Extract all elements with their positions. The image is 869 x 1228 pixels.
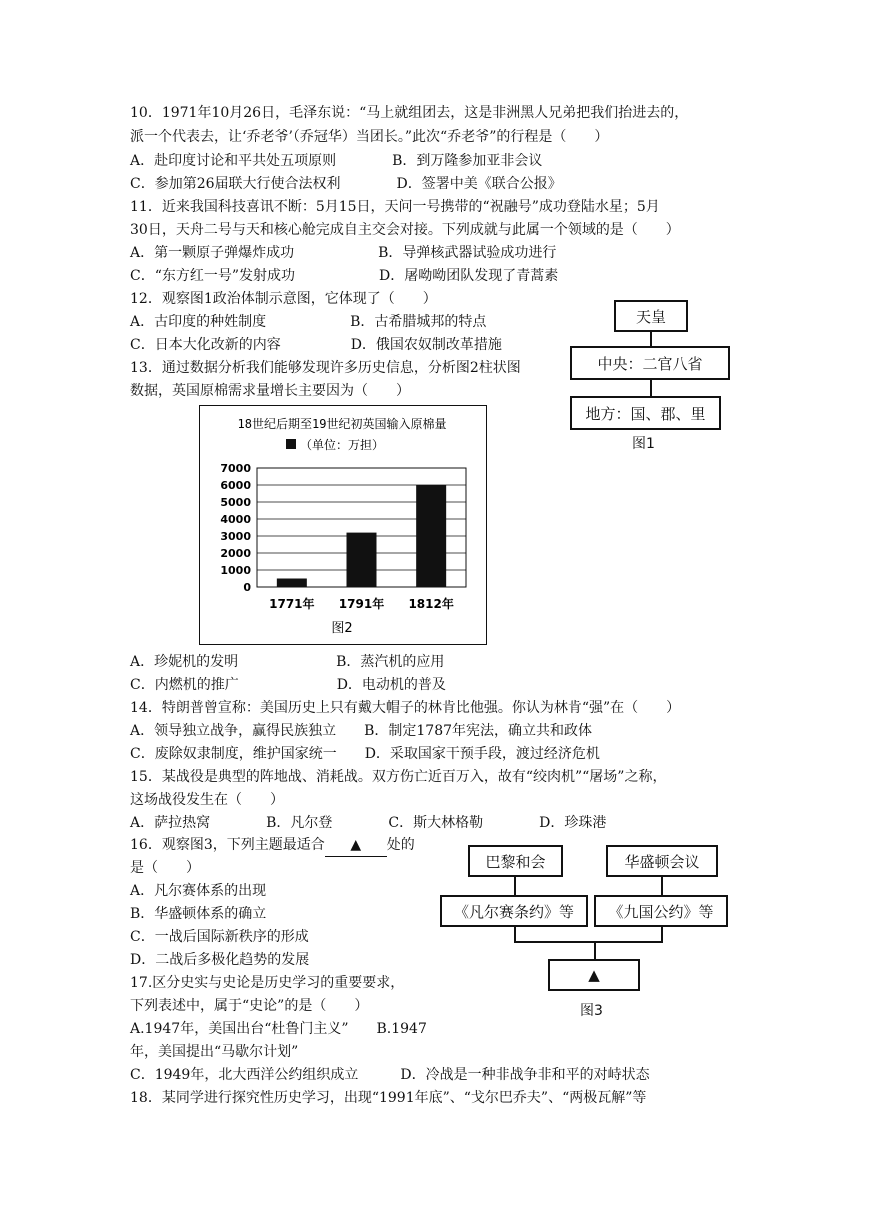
- q15-stem-line2: 这场战役发生在（ ）: [130, 792, 284, 808]
- q17-options-cd: C．1949年，北大西洋公约组织成立 D．冷战是一种非战争非和平的对峙状态: [130, 1067, 650, 1083]
- y-tick-label: 1000: [220, 564, 251, 577]
- y-tick-label: 7000: [220, 462, 251, 475]
- fig3-box-nine-power: 《九国公约》等: [594, 895, 728, 927]
- y-tick-label: 5000: [220, 496, 251, 509]
- q10-stem-line1: 10．1971年10月26日，毛泽东说：“马上就组团去，这是非洲黑人兄弟把我们抬进去的，: [130, 105, 689, 121]
- q11-options-cd: C．“东方红一号”发射成功 D．屠呦呦团队发现了青蒿素: [130, 268, 559, 284]
- q14-stem: 14．特朗普曾宣称：美国历史上只有戴大帽子的林肯比他强。你认为林肯“强”在（ ）: [130, 700, 681, 716]
- q15-stem-line1: 15．某战役是典型的阵地战、消耗战。双方伤亡近百万入，故有“绞肉机”“屠场”之称，: [130, 769, 667, 785]
- fig1-caption: 图1: [632, 436, 655, 452]
- q11-stem-line1: 11．近来我国科技喜讯不断：5月15日，天问一号携带的“祝融号”成功登陆水星；5月: [130, 199, 660, 215]
- q18-stem: 18．某同学进行探究性历史学习，出现“1991年底”、“戈尔巴乔夫”、“两极瓦解”等: [130, 1090, 647, 1106]
- fig3-connector-left-top: [514, 877, 516, 895]
- q12-stem: 12．观察图1政治体制示意图，它体现了（ ）: [130, 291, 437, 307]
- q16-prefix: 16．观察图3，下列主题最适合: [130, 837, 325, 853]
- bar-1812年: [416, 485, 446, 587]
- q16-option-d: D．二战后多极化趋势的发展: [130, 952, 310, 968]
- fig3-caption: 图3: [580, 1003, 603, 1019]
- q16-stem-line2: 是（ ）: [130, 860, 200, 876]
- q11-stem-line2: 30日，天舟二号与天和核心舱完成自主交会对接。下列成就与此属一个领域的是（ ）: [130, 222, 680, 238]
- y-tick-label: 0: [243, 581, 251, 594]
- fig3-box-washington: 华盛顿会议: [606, 845, 718, 877]
- fig1-connector-1: [650, 332, 652, 346]
- y-tick-label: 2000: [220, 547, 251, 560]
- fig3-connector-horizontal: [514, 941, 663, 943]
- q17-stem-line1: 17.区分史实与史论是历史学习的重要要求，: [130, 975, 405, 991]
- q14-options-cd: C．废除奴隶制度，维护国家统一 D．采取国家干预手段，渡过经济危机: [130, 746, 600, 762]
- q16-option-b: B．华盛顿体系的确立: [130, 906, 267, 922]
- q13-stem-line1: 13．通过数据分析我们能够发现许多历史信息，分析图2柱状图: [130, 360, 521, 376]
- fig3-box-paris: 巴黎和会: [468, 845, 563, 877]
- q11-options-ab: A．第一颗原子弹爆炸成功 B．导弹核武器试验成功进行: [130, 245, 557, 261]
- q17-options-ab: A.1947年，美国出台“杜鲁门主义” B.1947: [130, 1021, 427, 1037]
- fig3-connector-right-top: [661, 877, 663, 895]
- q13-stem-line2: 数据，英国原棉需求量增长主要因为（ ）: [130, 383, 410, 399]
- chart-title: 18世纪后期至19世纪初英国输入原棉量: [237, 417, 447, 431]
- legend-swatch: [286, 439, 296, 449]
- y-tick-label: 3000: [220, 530, 251, 543]
- fig3-box-blank: ▲: [548, 959, 640, 991]
- q10-options-ab: A．赴印度讨论和平共处五项原则 B．到万隆参加亚非会议: [130, 153, 543, 169]
- bar-chart-svg: [200, 406, 485, 643]
- y-tick-label: 4000: [220, 513, 251, 526]
- q16-blank: ▲: [325, 834, 387, 857]
- q16-option-a: A．凡尔赛体系的出现: [130, 883, 267, 899]
- q16-option-c: C．一战后国际新秩序的形成: [130, 929, 309, 945]
- y-tick-label: 6000: [220, 479, 251, 492]
- q13-options-ab: A．珍妮机的发明 B．蒸汽机的应用: [130, 654, 445, 670]
- fig1-connector-2: [650, 380, 652, 396]
- bar-1791年: [347, 533, 377, 587]
- x-tick-label: 1812年: [408, 597, 454, 611]
- figure-2-chart: [199, 405, 487, 645]
- fig3-connector-center: [594, 941, 596, 959]
- q10-stem-line2: 派一个代表去，让‘乔老爷’（乔冠华）当团长。”此次“乔老爷”的行程是（ ）: [130, 129, 609, 145]
- bar-1771年: [277, 579, 307, 588]
- legend-label: （单位：万担）: [300, 438, 385, 452]
- q15-options: A．萨拉热窝 B．凡尔登 C．斯大林格勒 D．珍珠港: [130, 815, 607, 831]
- q10-options-cd: C．参加第26届联大行使合法权利 D．签署中美《联合公报》: [130, 176, 562, 192]
- fig3-box-versailles: 《凡尔赛条约》等: [440, 895, 588, 927]
- q17-option-b-cont: 年，美国提出“马歇尔计划”: [130, 1044, 299, 1060]
- q13-options-cd: C．内燃机的推广 D．电动机的普及: [130, 677, 446, 693]
- q12-options-cd: C．日本大化改新的内容 D．俄国农奴制改革措施: [130, 337, 502, 353]
- x-tick-label: 1771年: [269, 597, 315, 611]
- fig1-box-local: 地方：国、郡、里: [570, 396, 721, 430]
- q12-options-ab: A．古印度的种姓制度 B．古希腊城邦的特点: [130, 314, 487, 330]
- x-tick-label: 1791年: [338, 597, 385, 611]
- fig1-box-emperor: 天皇: [614, 300, 688, 332]
- fig2-caption: 图2: [331, 621, 353, 636]
- q14-options-ab: A．领导独立战争，赢得民族独立 B．制定1787年宪法，确立共和政体: [130, 723, 593, 739]
- fig1-box-central: 中央：二官八省: [570, 346, 730, 380]
- q16-stem-line1: [130, 834, 415, 857]
- q17-stem-line2: 下列表述中，属于“史论”的是（ ）: [130, 998, 369, 1014]
- q16-suffix: 处的: [386, 837, 415, 853]
